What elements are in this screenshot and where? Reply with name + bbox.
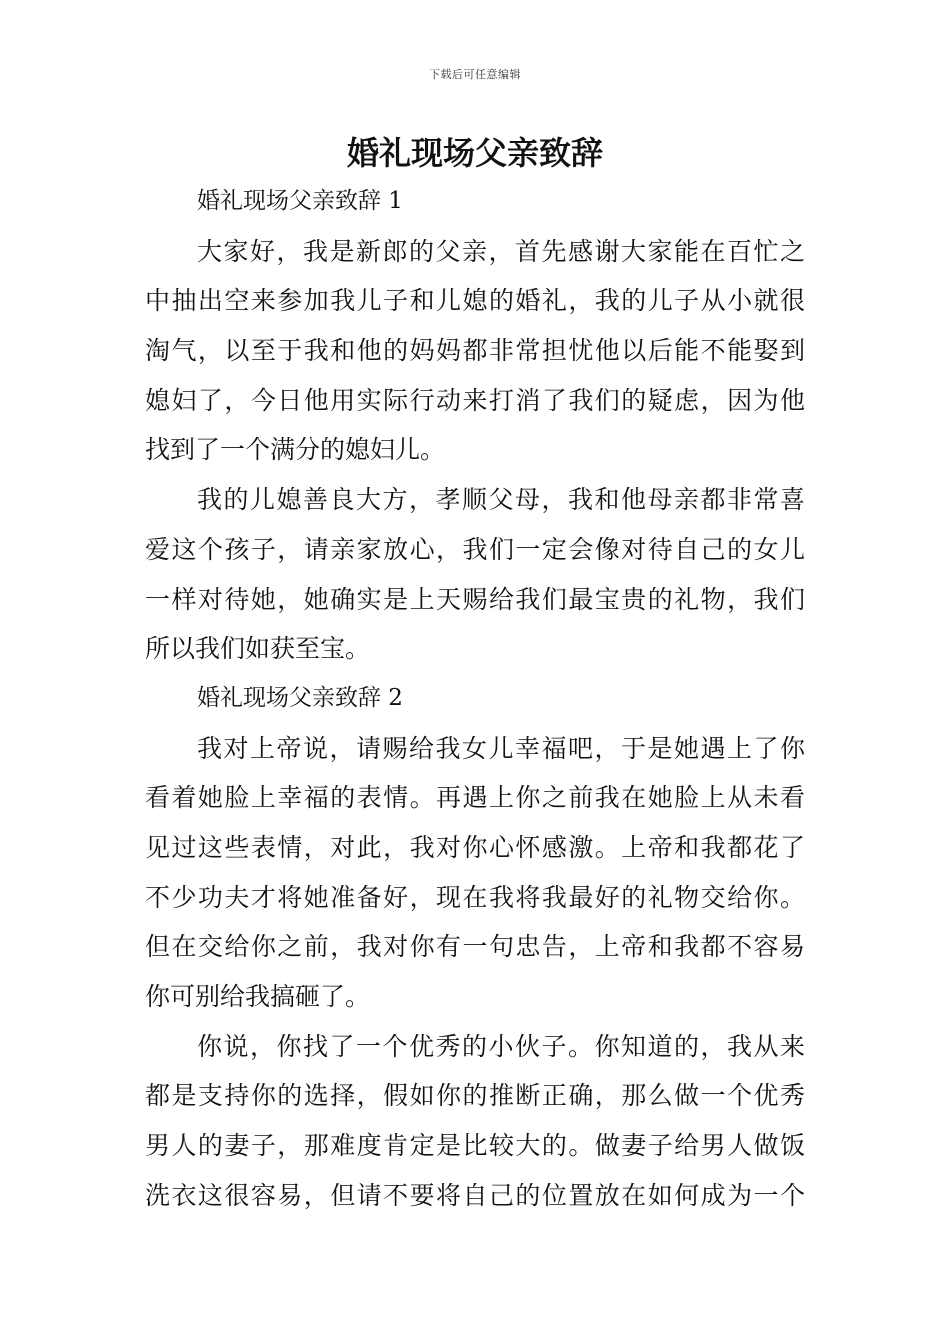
paragraph-line: 你说，你找了一个优秀的小伙子。你知道的，我从来 bbox=[197, 1031, 805, 1061]
paragraph-line: 你可别给我搞砸了。 bbox=[145, 982, 371, 1011]
paragraph-line: 但在交给你之前，我对你有一句忠告，上帝和我都不容易 bbox=[145, 932, 805, 962]
paragraph-line: 淘气，以至于我和他的妈妈都非常担忧他以后能不能娶到 bbox=[145, 336, 805, 366]
paragraph-line: 媳妇了，今日他用实际行动来打消了我们的疑虑，因为他 bbox=[145, 385, 805, 415]
paragraph-line: 中抽出空来参加我儿子和儿媳的婚礼，我的儿子从小就很 bbox=[145, 286, 805, 316]
paragraph-line: 洗衣这很容易，但请不要将自己的位置放在如何成为一个 bbox=[145, 1180, 805, 1210]
paragraph-line: 找到了一个满分的媳妇儿。 bbox=[145, 435, 446, 465]
paragraph-line: 所以我们如获至宝。 bbox=[145, 634, 371, 664]
paragraph-line: 都是支持你的选择，假如你的推断正确，那么做一个优秀 bbox=[145, 1081, 805, 1111]
paragraph-line: 不少功夫才将她准备好，现在我将我最好的礼物交给你。 bbox=[145, 882, 805, 912]
section-heading-1: 婚礼现场父亲致辞 1 bbox=[197, 188, 403, 214]
paragraph-line: 一样对待她，她确实是上天赐给我们最宝贵的礼物，我们 bbox=[145, 584, 805, 614]
section-heading-2: 婚礼现场父亲致辞 2 bbox=[197, 684, 403, 711]
paragraph-line: 看着她脸上幸福的表情。再遇上你之前我在她脸上从未看 bbox=[145, 783, 805, 813]
paragraph-line: 我对上帝说，请赐给我女儿幸福吧，于是她遇上了你 bbox=[197, 733, 805, 763]
paragraph-line: 大家好，我是新郎的父亲，首先感谢大家能在百忙之 bbox=[197, 236, 805, 266]
paragraph-line: 见过这些表情，对此，我对你心怀感激。上帝和我都花了 bbox=[145, 832, 805, 862]
document-title: 婚礼现场父亲致辞 bbox=[346, 134, 603, 172]
header-note: 下载后可任意编辑 bbox=[429, 68, 521, 81]
paragraph-line: 男人的妻子，那难度肯定是比较大的。做妻子给男人做饭 bbox=[145, 1131, 805, 1161]
paragraph-line: 爱这个孩子，请亲家放心，我们一定会像对待自己的女儿 bbox=[145, 534, 805, 564]
document-body bbox=[145, 177, 805, 1220]
paragraph-line: 我的儿媳善良大方，孝顺父母，我和他母亲都非常喜 bbox=[197, 485, 805, 515]
